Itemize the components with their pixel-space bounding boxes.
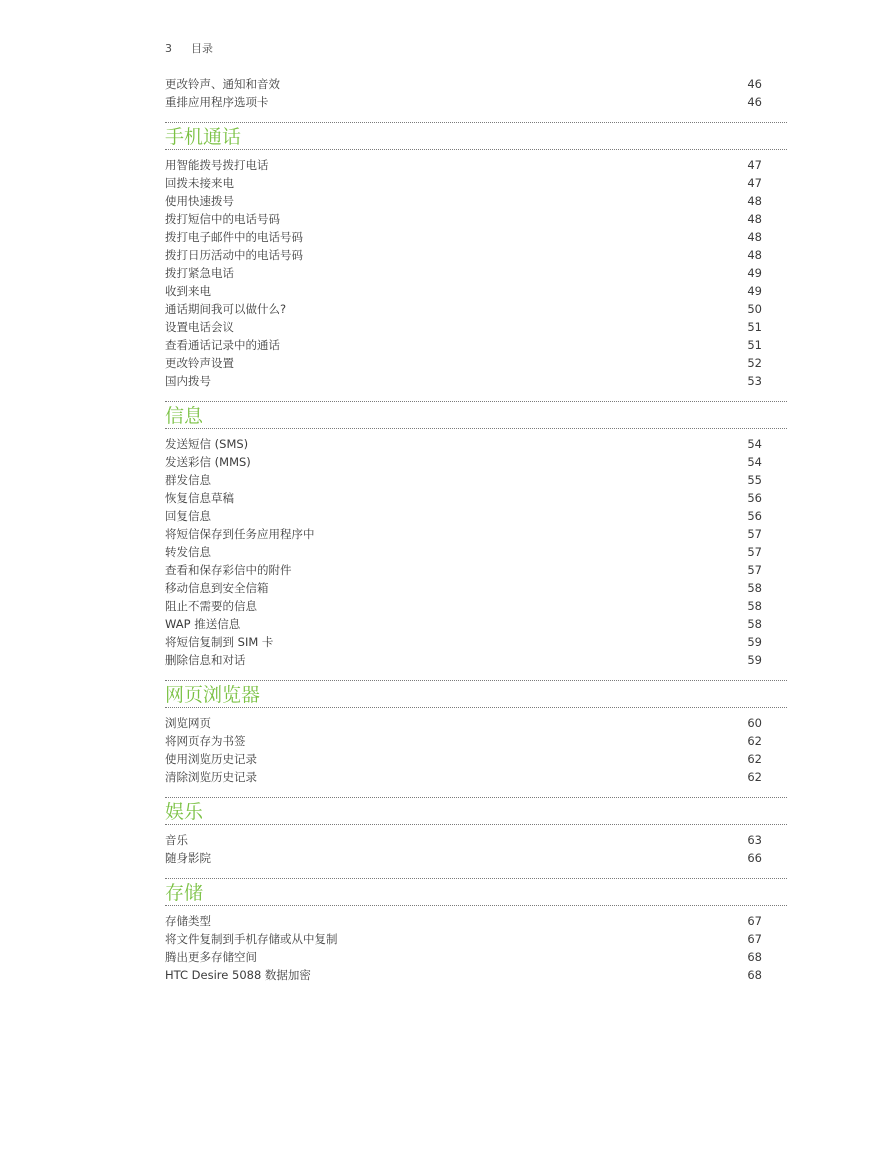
toc-entries xyxy=(165,831,787,867)
toc-entry-page: 52 xyxy=(747,356,762,370)
toc-section xyxy=(165,401,787,669)
toc-entry-page: 59 xyxy=(747,653,762,667)
toc-entry-label: 使用快速拨号 xyxy=(165,194,234,208)
toc-entry[interactable] xyxy=(165,300,787,318)
section-title[interactable]: 娱乐 xyxy=(165,801,204,823)
page-number: 3 xyxy=(165,41,172,55)
toc-entry-page: 58 xyxy=(747,581,762,595)
toc-entry[interactable] xyxy=(165,948,787,966)
toc-entry[interactable] xyxy=(165,192,787,210)
toc-entry[interactable] xyxy=(165,543,787,561)
toc-entry-page: 51 xyxy=(747,320,762,334)
toc-entry-page: 59 xyxy=(747,635,762,649)
toc-entry-label: 查看通话记录中的通话 xyxy=(165,338,280,352)
toc-entry[interactable] xyxy=(165,93,787,111)
toc-entry-page: 68 xyxy=(747,968,762,982)
toc-entry-page: 67 xyxy=(747,932,762,946)
toc-entry-label: 群发信息 xyxy=(165,473,211,487)
toc-entry[interactable] xyxy=(165,732,787,750)
toc-entry-label: 重排应用程序选项卡 xyxy=(165,95,269,109)
section-header xyxy=(165,401,787,429)
toc-entry-label: 更改铃声设置 xyxy=(165,356,234,370)
toc-entry[interactable] xyxy=(165,714,787,732)
toc-entry-label: 浏览网页 xyxy=(165,716,211,730)
section-title[interactable]: 信息 xyxy=(165,405,204,427)
toc-entry[interactable] xyxy=(165,750,787,768)
toc-entry-page: 50 xyxy=(747,302,762,316)
toc-entry-label: 通话期间我可以做什么? xyxy=(165,302,287,316)
toc-entries-continued xyxy=(165,75,787,111)
toc-entry-page: 49 xyxy=(747,266,762,280)
toc-entry-label: 将短信复制到 SIM 卡 xyxy=(165,635,274,649)
toc-entry[interactable] xyxy=(165,633,787,651)
toc-entry[interactable] xyxy=(165,561,787,579)
toc-entry-label: 设置电话会议 xyxy=(165,320,234,334)
toc-entry[interactable] xyxy=(165,174,787,192)
toc-entry[interactable] xyxy=(165,966,787,984)
toc-entry-page: 48 xyxy=(747,230,762,244)
toc-entry-label: 回拨未接来电 xyxy=(165,176,234,190)
toc-entry[interactable] xyxy=(165,372,787,390)
toc-entry-page: 48 xyxy=(747,248,762,262)
toc-entry[interactable] xyxy=(165,489,787,507)
toc-entry-label: 阻止不需要的信息 xyxy=(165,599,257,613)
toc-entry-label: 腾出更多存储空间 xyxy=(165,950,257,964)
toc-section xyxy=(165,797,787,867)
toc-entry-label: 恢复信息草稿 xyxy=(165,491,234,505)
toc-entry[interactable] xyxy=(165,768,787,786)
toc-entry[interactable] xyxy=(165,246,787,264)
toc-entry[interactable] xyxy=(165,228,787,246)
section-header xyxy=(165,680,787,708)
toc-entry-label: 用智能拨号拨打电话 xyxy=(165,158,269,172)
toc-entry-page: 66 xyxy=(747,851,762,865)
toc-entry-label: 音乐 xyxy=(165,833,188,847)
toc-page xyxy=(165,38,787,984)
toc-entry-page: 58 xyxy=(747,617,762,631)
toc-entry-label: 发送彩信 (MMS) xyxy=(165,455,251,469)
toc-entry-page: 56 xyxy=(747,509,762,523)
toc-entry[interactable] xyxy=(165,156,787,174)
toc-entry[interactable] xyxy=(165,471,787,489)
toc-entry-page: 63 xyxy=(747,833,762,847)
toc-entry-page: 62 xyxy=(747,752,762,766)
toc-entry-page: 54 xyxy=(747,437,762,451)
toc-entry-page: 53 xyxy=(747,374,762,388)
toc-entry[interactable] xyxy=(165,507,787,525)
section-header xyxy=(165,797,787,825)
toc-entry-page: 46 xyxy=(747,77,762,91)
toc-entry-page: 47 xyxy=(747,158,762,172)
toc-entry-label: 移动信息到安全信箱 xyxy=(165,581,269,595)
toc-entry-label: 将网页存为书签 xyxy=(165,734,246,748)
page-title: 目录 xyxy=(191,42,213,55)
page-header xyxy=(165,38,787,58)
toc-entry-label: 查看和保存彩信中的附件 xyxy=(165,563,292,577)
toc-entry-page: 67 xyxy=(747,914,762,928)
toc-entry[interactable] xyxy=(165,912,787,930)
toc-entry-page: 54 xyxy=(747,455,762,469)
toc-entry-label: 将文件复制到手机存储或从中复制 xyxy=(165,932,338,946)
toc-entry[interactable] xyxy=(165,435,787,453)
toc-entry-page: 57 xyxy=(747,563,762,577)
toc-entry-label: 清除浏览历史记录 xyxy=(165,770,257,784)
toc-entry-label: 拨打短信中的电话号码 xyxy=(165,212,280,226)
toc-entry[interactable] xyxy=(165,336,787,354)
toc-entry-label: HTC Desire 5088 数据加密 xyxy=(165,968,311,982)
toc-entry-page: 55 xyxy=(747,473,762,487)
toc-entry-page: 60 xyxy=(747,716,762,730)
toc-entry[interactable] xyxy=(165,210,787,228)
toc-entry-page: 48 xyxy=(747,194,762,208)
toc-entry[interactable] xyxy=(165,75,787,93)
toc-entries xyxy=(165,156,787,390)
toc-section xyxy=(165,878,787,984)
toc-entry[interactable] xyxy=(165,282,787,300)
toc-entry[interactable] xyxy=(165,525,787,543)
toc-entry-page: 58 xyxy=(747,599,762,613)
toc-entry-label: 拨打电子邮件中的电话号码 xyxy=(165,230,303,244)
toc-entry-page: 48 xyxy=(747,212,762,226)
toc-entry-label: 国内拨号 xyxy=(165,374,211,388)
section-title[interactable]: 网页浏览器 xyxy=(165,684,261,706)
toc-entry-label: 拨打日历活动中的电话号码 xyxy=(165,248,303,262)
toc-entry[interactable] xyxy=(165,597,787,615)
section-header xyxy=(165,122,787,150)
toc-entry-label: 转发信息 xyxy=(165,545,211,559)
toc-entry[interactable] xyxy=(165,453,787,471)
toc-entries xyxy=(165,435,787,669)
section-title[interactable]: 存储 xyxy=(165,882,204,904)
toc-entry-label: 回复信息 xyxy=(165,509,211,523)
toc-entry[interactable] xyxy=(165,264,787,282)
toc-entry-label: 使用浏览历史记录 xyxy=(165,752,257,766)
toc-entries xyxy=(165,912,787,984)
toc-entry-label: 将短信保存到任务应用程序中 xyxy=(165,527,315,541)
toc-entry-page: 68 xyxy=(747,950,762,964)
toc-entry-label: 拨打紧急电话 xyxy=(165,266,234,280)
toc-entry[interactable] xyxy=(165,615,787,633)
toc-entry-page: 56 xyxy=(747,491,762,505)
toc-entry[interactable] xyxy=(165,318,787,336)
toc-entry-label: 存储类型 xyxy=(165,914,211,928)
toc-entry[interactable] xyxy=(165,651,787,669)
toc-entry-label: WAP 推送信息 xyxy=(165,617,241,631)
toc-entry-label: 发送短信 (SMS) xyxy=(165,437,249,451)
toc-entry-page: 46 xyxy=(747,95,762,109)
toc-entry-page: 57 xyxy=(747,527,762,541)
toc-entry-page: 51 xyxy=(747,338,762,352)
toc-entry[interactable] xyxy=(165,849,787,867)
toc-entry-label: 删除信息和对话 xyxy=(165,653,246,667)
toc-entry-page: 47 xyxy=(747,176,762,190)
toc-entry[interactable] xyxy=(165,354,787,372)
toc-entry[interactable] xyxy=(165,930,787,948)
toc-entry-page: 62 xyxy=(747,770,762,784)
toc-entry-page: 62 xyxy=(747,734,762,748)
section-title[interactable]: 手机通话 xyxy=(165,126,242,148)
toc-entry-label: 随身影院 xyxy=(165,851,211,865)
toc-section xyxy=(165,122,787,390)
toc-entry-label: 更改铃声、通知和音效 xyxy=(165,77,280,91)
toc-entries xyxy=(165,714,787,786)
toc-section xyxy=(165,680,787,786)
toc-entry[interactable] xyxy=(165,831,787,849)
toc-entry[interactable] xyxy=(165,579,787,597)
section-header xyxy=(165,878,787,906)
toc-entry-page: 49 xyxy=(747,284,762,298)
toc-entry-label: 收到来电 xyxy=(165,284,211,298)
toc-entry-page: 57 xyxy=(747,545,762,559)
